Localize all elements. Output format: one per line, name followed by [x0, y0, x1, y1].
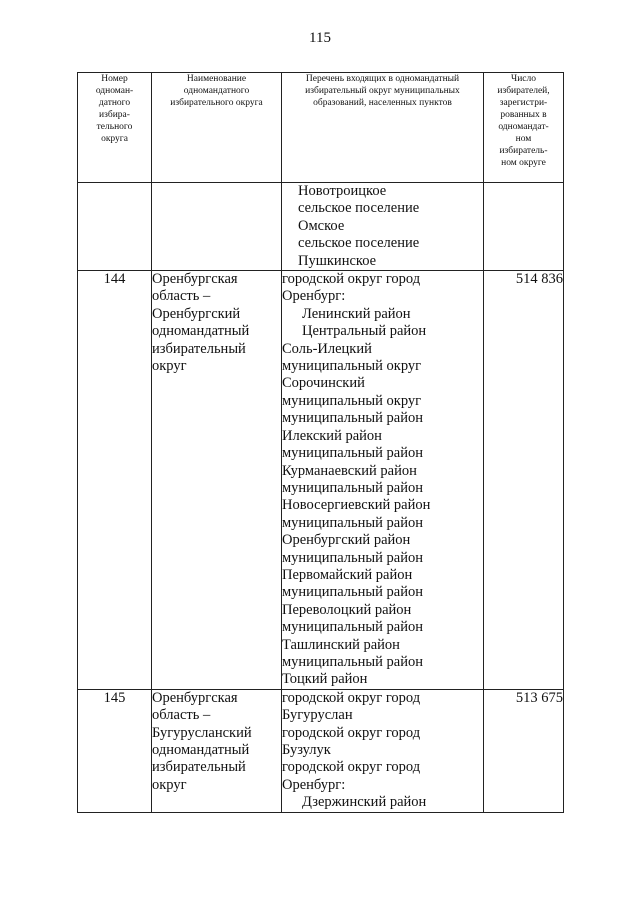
list-line: сельское поселение: [298, 200, 420, 217]
page-number: 115: [309, 30, 331, 46]
voter-count: 513 675: [484, 689, 564, 812]
list-line: Новотроицкое: [298, 183, 387, 199]
header-row: [78, 73, 564, 183]
header-name: Наименование одномандатного избирательного округа: [152, 73, 282, 183]
table-row: [78, 689, 564, 812]
header-count: Число избирателей, зарегистри- рованных в одномандат- ном избиратель- ном округе: [484, 73, 564, 183]
continuation-row: [78, 183, 564, 271]
list-line: Омское: [298, 217, 345, 234]
district-number: 145: [78, 689, 152, 812]
header-number: Номер одноман- датного избира- тельного округа: [78, 73, 152, 183]
district-name: Оренбургская область – Бугурусланский одномандатный избирательный округ: [152, 689, 282, 812]
continuation-count-cell: [484, 183, 564, 271]
continuation-name-cell: [152, 183, 282, 271]
district-list: городской округ город Бугуруслан городской округ город Бузулук городской округ город Оренбург: Дзержинский район: [282, 689, 484, 812]
district-number: 144: [78, 271, 152, 690]
list-line: Пушкинское: [298, 252, 377, 269]
list-line: сельское поселение: [298, 235, 420, 252]
district-table: [77, 72, 564, 813]
table-row: [78, 271, 564, 690]
voter-count: 514 836: [484, 271, 564, 690]
continuation-number-cell: [78, 183, 152, 271]
district-list: городской округ город Оренбург: Ленинский район Центральный район Соль-Илецкий муниципальный округ Сорочинский муниципальный округ муниципальный район Илекский район муниципальный район Курманаевский район муниципальный район Новосергиевский район муниципальный район Оренбургский район муниципальный район Первомайский район муниципальный район Переволоцкий район муниципальный район Ташлинский район муниципальный район Тоцкий район: [282, 271, 484, 690]
continuation-list-cell: [282, 183, 484, 271]
district-name: Оренбургская область – Оренбургский одномандатный избирательный округ: [152, 271, 282, 690]
header-list: Перечень входящих в одномандатный избирательный округ муниципальных образований, населенных пунктов: [282, 73, 484, 183]
